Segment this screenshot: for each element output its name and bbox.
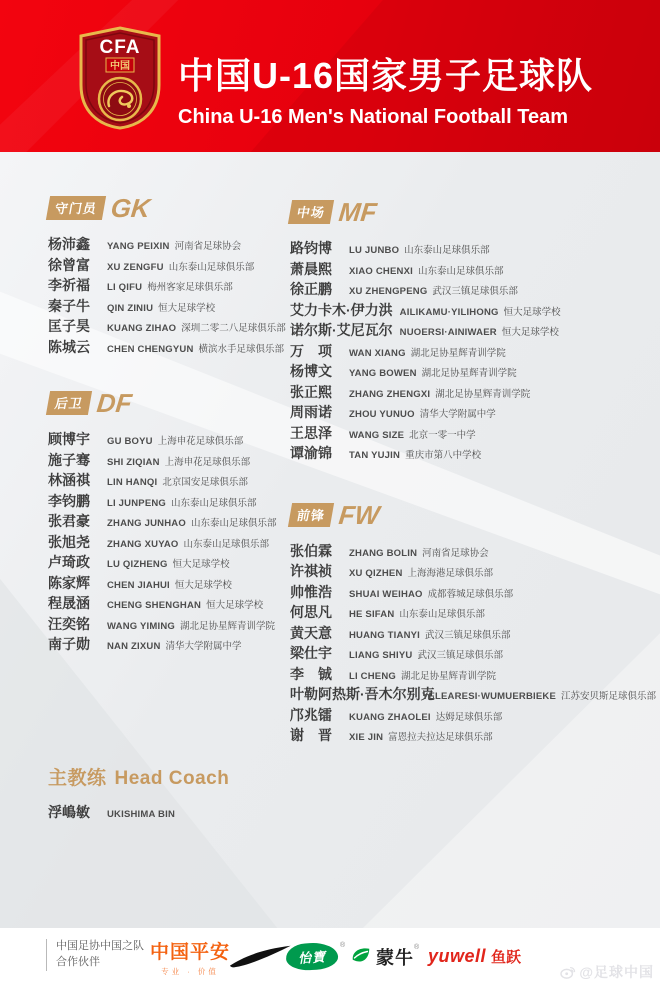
player-pinyin: WANG YIMING — [107, 620, 175, 632]
player-pinyin: KUANG ZHAOLEI — [349, 711, 431, 723]
registered-mark: ® — [414, 944, 420, 951]
player-pinyin: QIN ZINIU — [107, 302, 154, 314]
player-name: 顾博宇 — [48, 431, 90, 447]
section-header-df — [48, 388, 288, 418]
player-pinyin: AILIKAMU·YILIHONG — [399, 306, 499, 318]
player-pinyin: LI QIFU — [107, 282, 143, 293]
player-row — [290, 582, 656, 603]
coach-name: 浮嶋敏 — [48, 803, 90, 820]
player-row — [48, 255, 288, 276]
player-name: 艾力卡木·伊力洪 — [290, 301, 393, 318]
player-pinyin: WANG SIZE — [349, 429, 405, 441]
player-club: 山东泰山足球俱乐部 — [404, 245, 490, 256]
player-row — [290, 300, 656, 321]
player-pinyin: LIANG SHIYU — [349, 650, 413, 661]
player-pinyin: CHEN CHENGYUN — [107, 343, 194, 355]
player-pinyin: KUANG ZIHAO — [107, 323, 177, 334]
pingan-logo — [150, 928, 230, 985]
player-club: 山东泰山足球俱乐部 — [171, 497, 257, 509]
player-pinyin: LI CHENG — [349, 670, 396, 682]
player-club: 湖北足协星辉青训学院 — [421, 368, 517, 379]
player-pinyin: YANG PEIXIN — [107, 241, 170, 252]
player-club: 湖北足协星辉青训学院 — [410, 347, 506, 359]
player-row — [48, 573, 288, 594]
player-list-mf — [290, 238, 656, 464]
player-club: 山东泰山足球俱乐部 — [417, 265, 504, 277]
player-pinyin: YELEARESI·WUMUERBIEKE — [421, 691, 556, 702]
player-name: 李 铖 — [290, 665, 332, 682]
weibo-watermark — [560, 962, 654, 982]
player-club: 北京国安足球俱乐部 — [162, 477, 248, 488]
player-club: 湖北足协星辉青训学院 — [401, 670, 497, 682]
player-name: 南子勋 — [48, 636, 90, 652]
player-pinyin: XU ZHENGPENG — [349, 286, 428, 297]
player-row — [48, 532, 288, 553]
header-titles — [178, 48, 653, 129]
section-forwards — [290, 499, 656, 746]
player-row — [290, 725, 656, 746]
section-label-zh: 后卫 — [46, 391, 92, 415]
player-pinyin: YANG BOWEN — [349, 368, 417, 379]
player-row — [290, 705, 656, 726]
registered-mark: ® — [340, 942, 346, 949]
yuwell-text-zh: 鱼跃 — [491, 949, 522, 966]
player-name: 林涵祺 — [48, 472, 90, 488]
player-club: 湖北足协星辉青训学院 — [435, 388, 531, 400]
player-name: 卢琦政 — [48, 554, 90, 570]
player-pinyin: ZHOU YUNUO — [349, 409, 415, 420]
player-row — [48, 316, 288, 337]
player-name: 陈家辉 — [48, 574, 90, 591]
section-label-en: MF — [337, 197, 379, 227]
left-column — [48, 193, 288, 822]
player-row — [290, 643, 656, 664]
player-name: 徐曾富 — [48, 256, 90, 273]
coach-title — [48, 763, 288, 790]
player-pinyin: NUOERSI·AINIWAER — [399, 327, 497, 338]
player-name: 张伯霖 — [290, 542, 332, 559]
player-name: 杨博文 — [290, 363, 332, 379]
player-row — [290, 541, 656, 562]
player-row — [48, 634, 288, 655]
section-header-mf — [290, 197, 656, 227]
section-label-en: FW — [337, 499, 382, 530]
section-defenders — [48, 388, 288, 655]
pingan-slogan: 专业 · 价值 — [161, 966, 219, 976]
player-pinyin: ZHANG BOLIN — [349, 547, 418, 559]
coach-pinyin: UKISHIMA BIN — [107, 808, 176, 820]
player-name: 张君豪 — [48, 513, 90, 529]
player-pinyin: XIE JIN — [349, 732, 384, 743]
player-pinyin: XU QIZHEN — [349, 568, 403, 579]
player-row — [48, 296, 288, 317]
player-row — [290, 382, 656, 403]
player-row — [290, 602, 656, 623]
section-midfielders — [290, 197, 656, 464]
cfa-crest-icon — [78, 26, 162, 130]
player-list-gk — [48, 234, 288, 357]
player-row — [48, 511, 288, 532]
player-club: 武汉三镇足球俱乐部 — [432, 286, 518, 297]
section-header-fw — [290, 499, 656, 530]
player-name: 徐正鹏 — [290, 281, 332, 297]
section-label-zh: 守门员 — [46, 196, 106, 220]
player-pinyin: CHENG SHENGHAN — [107, 600, 202, 611]
pingan-text: 中国平安 — [150, 941, 231, 963]
player-club: 成都蓉城足球俱乐部 — [427, 588, 514, 600]
footer-sponsors — [0, 928, 660, 985]
player-pinyin: LIN HANQI — [107, 477, 158, 488]
player-pinyin: ZHANG ZHENGXI — [349, 388, 431, 400]
player-club: 达姆足球俱乐部 — [435, 711, 503, 723]
player-row — [290, 361, 656, 382]
player-list-fw — [290, 541, 656, 746]
yibao-logo — [286, 928, 345, 985]
player-row — [290, 423, 656, 444]
yuwell-text-en: yuwell — [428, 946, 487, 966]
section-label-zh: 中场 — [288, 200, 334, 224]
player-club: 湖北足协星辉青训学院 — [180, 620, 276, 632]
player-row — [290, 279, 656, 300]
player-club: 山东泰山足球俱乐部 — [190, 518, 277, 529]
player-name: 叶勒阿热斯·吾木尔别克 — [290, 686, 435, 702]
player-club: 富恩拉夫拉达足球俱乐部 — [388, 732, 493, 743]
player-club: 河南省足球协会 — [422, 547, 489, 559]
player-name: 谭渝锦 — [290, 445, 332, 461]
player-club: 深圳二零二八足球俱乐部 — [181, 323, 286, 334]
player-pinyin: HUANG TIANYI — [349, 629, 421, 641]
player-row — [290, 684, 656, 705]
player-club: 河南省足球协会 — [174, 241, 242, 252]
player-pinyin: SHUAI WEIHAO — [349, 588, 423, 600]
player-row — [48, 614, 288, 635]
player-name: 施子骞 — [48, 451, 90, 468]
coach-title-zh: 主教练 — [48, 767, 107, 789]
coach-title-en: Head Coach — [114, 767, 230, 789]
player-club: 恒大足球学校 — [174, 579, 232, 591]
player-pinyin: WAN XIANG — [349, 347, 406, 359]
player-name: 秦子牛 — [48, 297, 90, 314]
player-name: 诺尔斯·艾尼瓦尔 — [290, 322, 393, 338]
player-club: 山东泰山足球俱乐部 — [399, 609, 485, 620]
player-pinyin: GU BOYU — [107, 436, 153, 447]
player-name: 李祈福 — [48, 277, 90, 293]
player-club: 上海海港足球俱乐部 — [407, 568, 494, 579]
player-row — [290, 341, 656, 362]
player-name: 张旭尧 — [48, 533, 90, 550]
player-row — [290, 561, 656, 582]
coach-row — [48, 802, 288, 823]
cfa-acronym: CFA — [99, 37, 141, 58]
player-club: 恒大足球学校 — [503, 306, 561, 318]
player-club: 清华大学附属中学 — [165, 641, 242, 652]
player-club: 恒大足球学校 — [158, 302, 216, 314]
player-row — [290, 320, 656, 341]
player-row — [290, 664, 656, 685]
player-club: 北京一零一中学 — [409, 429, 476, 441]
roster-body — [0, 152, 660, 928]
player-name: 周雨诺 — [290, 404, 332, 420]
player-club: 武汉三镇足球俱乐部 — [425, 629, 511, 641]
player-club: 重庆市第八中学校 — [405, 450, 482, 461]
player-pinyin: NAN ZIXUN — [107, 641, 161, 652]
player-club: 江苏安贝斯足球俱乐部 — [560, 691, 656, 702]
player-club: 上海申花足球俱乐部 — [164, 456, 251, 468]
player-name: 匡子昊 — [48, 318, 90, 334]
section-head-coach — [48, 763, 288, 823]
player-name: 张正熙 — [290, 383, 332, 400]
partner-label — [46, 939, 144, 971]
player-row — [290, 443, 656, 464]
player-club: 恒大足球学校 — [172, 559, 230, 570]
player-club: 横滨水手足球俱乐部 — [198, 343, 285, 355]
section-label-en: DF — [95, 388, 134, 418]
section-goalkeepers — [48, 193, 288, 357]
player-name: 萧晨熙 — [290, 260, 332, 277]
mengniu-sprout-icon — [350, 946, 372, 968]
player-row — [48, 429, 288, 450]
player-club: 山东泰山足球俱乐部 — [168, 261, 255, 273]
partner-line2: 合作伙伴 — [56, 955, 100, 968]
player-row — [48, 337, 288, 358]
right-column — [290, 197, 656, 746]
partner-line1: 中国足协中国之队 — [56, 940, 144, 952]
player-name: 黄天意 — [290, 624, 332, 641]
player-name: 杨沛鑫 — [48, 236, 90, 252]
player-name: 程晟涵 — [48, 595, 90, 611]
section-label-zh: 前锋 — [288, 503, 334, 527]
mengniu-text: 蒙牛 — [376, 947, 414, 968]
player-pinyin: LU JUNBO — [349, 245, 400, 256]
nike-swoosh-icon — [226, 928, 292, 985]
player-row — [48, 491, 288, 512]
player-pinyin: ZHANG XUYAO — [107, 538, 179, 550]
player-club: 梅州客家足球俱乐部 — [147, 282, 233, 293]
player-row — [290, 259, 656, 280]
player-club: 清华大学附属中学 — [419, 409, 496, 420]
player-club: 恒大足球学校 — [501, 327, 559, 338]
header — [0, 0, 660, 152]
watermark-text: @足球中国 — [579, 964, 654, 980]
player-name: 帅惟浩 — [290, 583, 332, 600]
player-row — [48, 593, 288, 614]
player-club: 山东泰山足球俱乐部 — [183, 538, 270, 550]
player-pinyin: LI JUNPENG — [107, 497, 167, 509]
player-row — [290, 238, 656, 259]
player-row — [48, 234, 288, 255]
player-pinyin: XU ZENGFU — [107, 261, 164, 273]
mengniu-logo — [350, 928, 419, 985]
player-row — [48, 275, 288, 296]
section-header-gk — [48, 193, 288, 223]
section-label-en: GK — [109, 193, 152, 223]
player-row — [290, 623, 656, 644]
yibao-text: 怡寶 — [297, 949, 327, 966]
player-row — [290, 402, 656, 423]
weibo-icon — [560, 965, 576, 979]
player-pinyin: HE SIFAN — [349, 609, 395, 620]
player-name: 何思凡 — [290, 604, 332, 620]
player-club: 上海申花足球俱乐部 — [157, 436, 244, 447]
player-name: 谢 晋 — [290, 727, 332, 743]
page-title: 中国U-16国家男子足球队 — [178, 55, 594, 96]
player-pinyin: TAN YUJIN — [349, 450, 401, 461]
player-name: 梁仕宇 — [290, 645, 332, 661]
player-name: 王思泽 — [290, 424, 332, 441]
yibao-flag-icon — [285, 941, 339, 972]
player-name: 汪奕铭 — [48, 615, 90, 632]
player-pinyin: CHEN JIAHUI — [107, 579, 170, 591]
player-name: 万 项 — [290, 342, 332, 359]
player-row — [48, 470, 288, 491]
yuwell-logo — [428, 928, 521, 985]
player-row — [48, 450, 288, 471]
player-pinyin: XIAO CHENXI — [349, 265, 413, 277]
player-name: 李钧鹏 — [48, 492, 90, 509]
cfa-country: 中国 — [110, 61, 130, 72]
player-list-df — [48, 429, 288, 655]
page-subtitle: China U-16 Men's National Football Team — [178, 106, 568, 128]
player-pinyin: SHI ZIQIAN — [107, 456, 160, 468]
player-name: 邝兆镭 — [290, 706, 332, 723]
player-name: 陈城云 — [48, 338, 90, 355]
player-name: 路钧博 — [290, 240, 332, 256]
player-pinyin: ZHANG JUNHAO — [107, 518, 186, 529]
player-name: 许祺祯 — [290, 563, 332, 579]
player-row — [48, 552, 288, 573]
player-club: 武汉三镇足球俱乐部 — [417, 650, 503, 661]
player-pinyin: LU QIZHENG — [107, 559, 168, 570]
player-club: 恒大足球学校 — [206, 600, 264, 611]
